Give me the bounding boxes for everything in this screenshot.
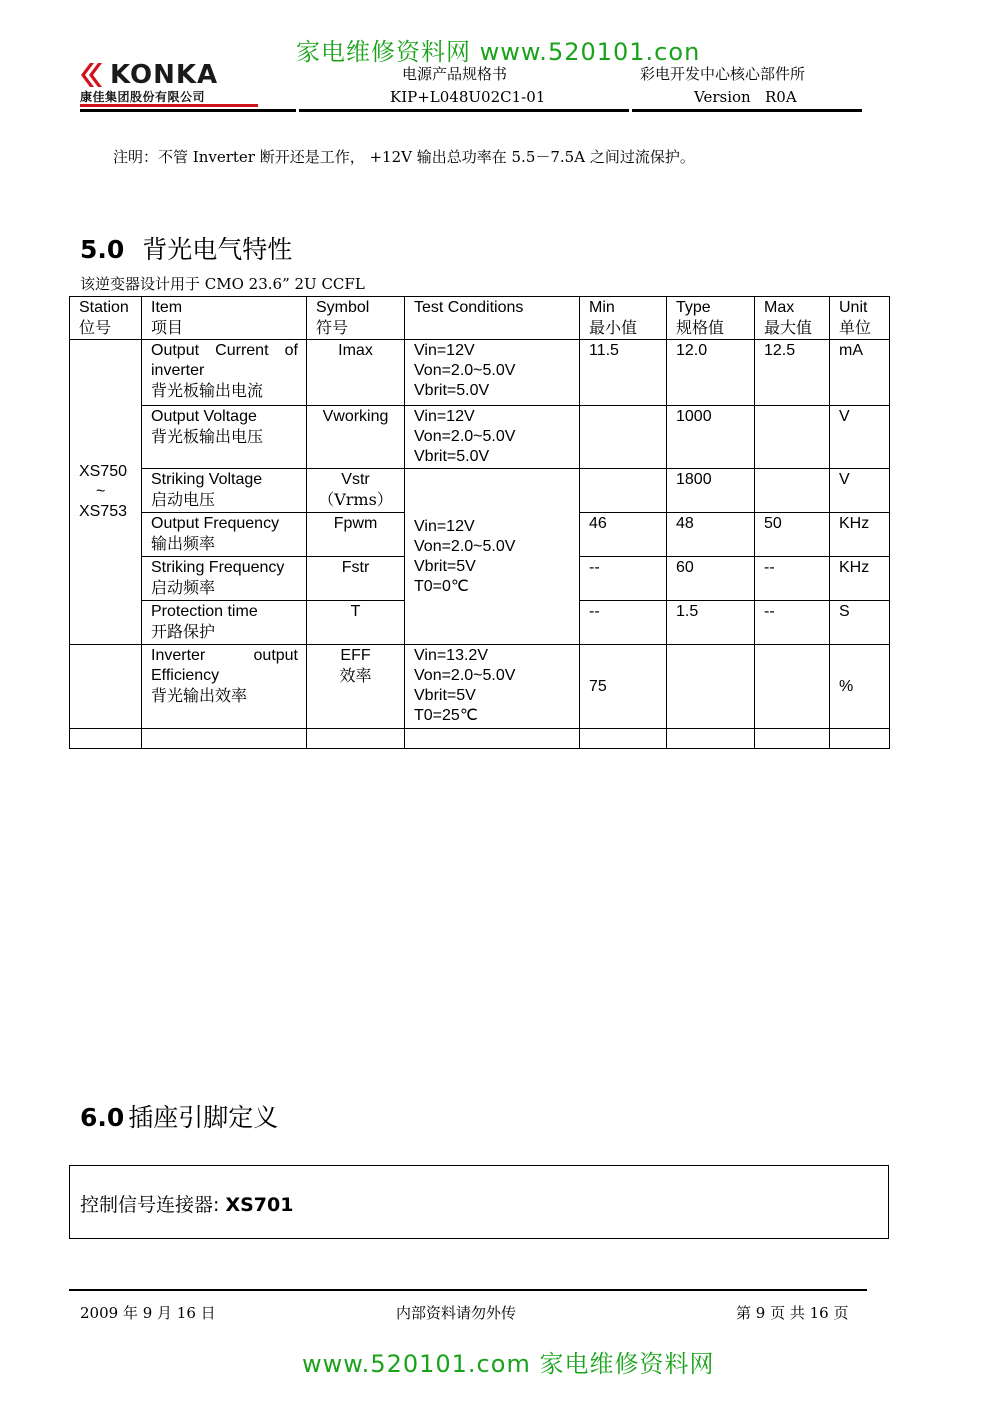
section-5-number: 5.0 bbox=[80, 235, 125, 264]
shared-conditions-cell: Vin=12V Von=2.0~5.0V Vbrit=5V T0=0℃ bbox=[405, 469, 580, 645]
header-dept: 彩电开发中心核心部件所 bbox=[640, 65, 806, 83]
header-cell: Unit 单位 bbox=[830, 297, 890, 340]
item-cell: Output Voltage 背光板输出电压 bbox=[142, 406, 307, 469]
symbol-cell: Vstr （Vrms） bbox=[307, 469, 405, 513]
connector-box bbox=[69, 1165, 889, 1239]
max-cell: 50 bbox=[755, 513, 830, 557]
connector-label: 控制信号连接器: bbox=[80, 1194, 220, 1216]
table-row bbox=[70, 406, 890, 469]
symbol-cell: Fstr bbox=[307, 557, 405, 601]
watermark-bottom: www.520101.com 家电维修资料网 bbox=[302, 1350, 715, 1378]
conditions-cell: Vin=12V Von=2.0~5.0V Vbrit=5.0V bbox=[405, 340, 580, 406]
backlight-spec-table bbox=[69, 296, 890, 749]
header-doc-title: 电源产品规格书 bbox=[402, 65, 508, 83]
watermark-top: 家电维修资料网 www.520101.con bbox=[296, 38, 701, 66]
max-cell bbox=[755, 406, 830, 469]
section-5-heading bbox=[80, 230, 292, 266]
type-cell: 60 bbox=[667, 557, 755, 601]
header-cell: Station 位号 bbox=[70, 297, 142, 340]
section-6-number: 6.0 bbox=[80, 1103, 125, 1132]
connector-heading bbox=[80, 1190, 293, 1217]
konka-mark-icon bbox=[80, 62, 108, 88]
unit-cell: V bbox=[830, 469, 890, 513]
max-cell: -- bbox=[755, 601, 830, 645]
min-cell: 46 bbox=[580, 513, 667, 557]
header-version bbox=[694, 88, 797, 106]
table-caption: 该逆变器设计用于 CMO 23.6” 2U CCFL bbox=[80, 275, 365, 293]
header-cell: Max 最大值 bbox=[755, 297, 830, 340]
max-cell: -- bbox=[755, 557, 830, 601]
item-cell: Inverter output Efficiency 背光输出效率 bbox=[142, 645, 307, 729]
type-cell: 1000 bbox=[667, 406, 755, 469]
symbol-cell: Imax bbox=[307, 340, 405, 406]
unit-cell: mA bbox=[830, 340, 890, 406]
symbol-cell: T bbox=[307, 601, 405, 645]
header-cell: Type 规格值 bbox=[667, 297, 755, 340]
min-cell bbox=[580, 469, 667, 513]
type-cell: 48 bbox=[667, 513, 755, 557]
section-5-title: 背光电气特性 bbox=[142, 235, 293, 264]
conditions-cell: Vin=12V Von=2.0~5.0V Vbrit=5.0V bbox=[405, 406, 580, 469]
table-row-empty bbox=[70, 729, 890, 749]
item-cell: Output Current of inverter 背光板输出电流 bbox=[142, 340, 307, 406]
konka-logo bbox=[80, 60, 270, 108]
header-version-value: R0A bbox=[765, 88, 797, 106]
unit-cell: KHz bbox=[830, 557, 890, 601]
footer-rule bbox=[69, 1289, 867, 1291]
footer-date: 2009 年 9 月 16 日 bbox=[80, 1304, 216, 1322]
unit-cell: S bbox=[830, 601, 890, 645]
table-row bbox=[70, 340, 890, 406]
item-cell: Protection time 开路保护 bbox=[142, 601, 307, 645]
header-cell: Test Conditions bbox=[405, 297, 580, 340]
table-header-row bbox=[70, 297, 890, 340]
logo-subtitle: 康佳集团股份有限公司 bbox=[80, 90, 206, 104]
type-cell: 12.0 bbox=[667, 340, 755, 406]
type-cell: 1800 bbox=[667, 469, 755, 513]
conditions-cell: Vin=13.2V Von=2.0~5.0V Vbrit=5V T0=25℃ bbox=[405, 645, 580, 729]
header-cell: Symbol 符号 bbox=[307, 297, 405, 340]
table-row bbox=[70, 645, 890, 729]
symbol-cell: Fpwm bbox=[307, 513, 405, 557]
section-6-heading bbox=[80, 1098, 278, 1134]
min-cell: 11.5 bbox=[580, 340, 667, 406]
section-6-title: 插座引脚定义 bbox=[128, 1103, 279, 1132]
min-cell bbox=[580, 406, 667, 469]
max-cell bbox=[755, 645, 830, 729]
symbol-cell: EFF 效率 bbox=[307, 645, 405, 729]
item-cell: Striking Voltage 启动电压 bbox=[142, 469, 307, 513]
min-cell: -- bbox=[580, 557, 667, 601]
type-cell bbox=[667, 645, 755, 729]
item-cell: Striking Frequency 启动频率 bbox=[142, 557, 307, 601]
max-cell: 12.5 bbox=[755, 340, 830, 406]
item-cell: Output Frequency 输出频率 bbox=[142, 513, 307, 557]
unit-cell: V bbox=[830, 406, 890, 469]
header-doc-code: KIP+L048U02C1-01 bbox=[390, 88, 546, 106]
header-cell: Item 项目 bbox=[142, 297, 307, 340]
header-rule-gap bbox=[629, 109, 632, 112]
station-cell bbox=[70, 645, 142, 729]
footer-page-number: 第 9 页 共 16 页 bbox=[736, 1304, 849, 1322]
connector-id: XS701 bbox=[225, 1194, 294, 1216]
unit-cell: % bbox=[830, 645, 890, 729]
logo-underline bbox=[80, 104, 258, 107]
min-cell: -- bbox=[580, 601, 667, 645]
type-cell: 1.5 bbox=[667, 601, 755, 645]
footer-confidential: 内部资料请勿外传 bbox=[396, 1304, 517, 1322]
header-rule bbox=[80, 109, 862, 112]
header-rule-gap bbox=[296, 109, 299, 112]
station-cell: XS750 ~ XS753 bbox=[70, 340, 142, 645]
symbol-cell: Vworking bbox=[307, 406, 405, 469]
max-cell bbox=[755, 469, 830, 513]
min-cell: 75 bbox=[580, 645, 667, 729]
unit-cell: KHz bbox=[830, 513, 890, 557]
header-cell: Min 最小值 bbox=[580, 297, 667, 340]
table-row bbox=[70, 469, 890, 513]
header-version-label: Version bbox=[694, 88, 751, 106]
logo-name: KONKA bbox=[110, 60, 219, 90]
overcurrent-note: 注明：不管 Inverter 断开还是工作， +12V 输出总功率在 5.5－7.5A 之间过流保护。 bbox=[113, 148, 695, 166]
